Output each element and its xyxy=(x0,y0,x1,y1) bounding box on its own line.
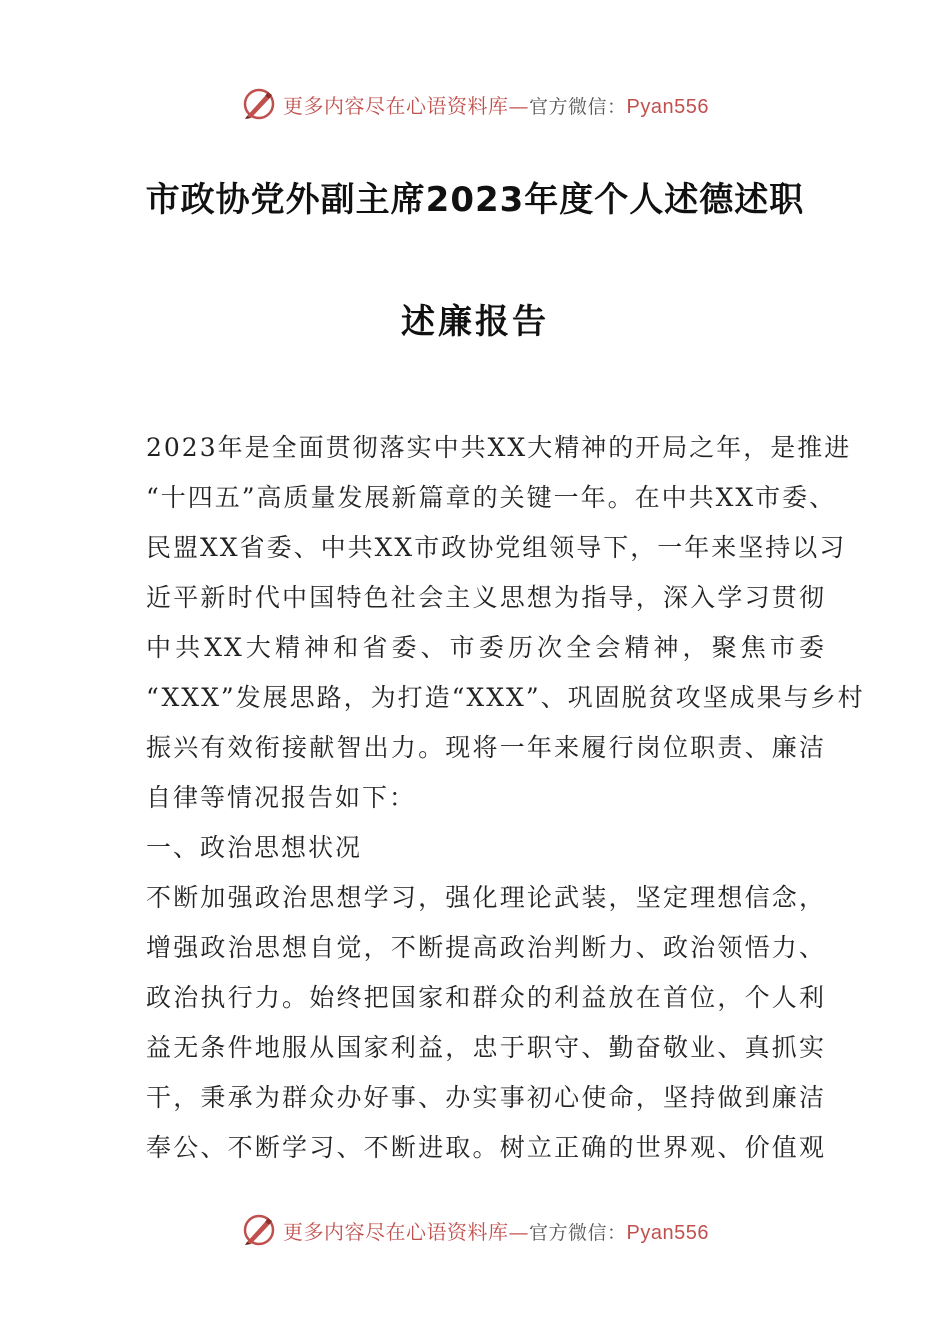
body-line: 民盟XX省委、中共XX市政协党组领导下，一年来坚持以习 xyxy=(146,533,847,562)
body-line: 不断加强政治思想学习，强化理论武装，坚定理想信念， xyxy=(146,883,826,912)
body-line: 益无条件地服从国家利益，忠于职守、勤奋敬业、真抓实 xyxy=(146,1033,826,1062)
body-line: 近平新时代中国特色社会主义思想为指导，深入学习贯彻 xyxy=(146,583,826,612)
body-line: 增强政治思想自觉，不断提高政治判断力、政治领悟力、 xyxy=(146,933,826,962)
watermark-banner-bottom xyxy=(0,1210,950,1250)
body-line: 干，秉承为群众办好事、办实事初心使命，坚持做到廉洁 xyxy=(146,1083,826,1112)
body-line: 政治执行力。始终把国家和群众的利益放在首位，个人利 xyxy=(146,983,826,1012)
document-body xyxy=(146,423,865,1173)
watermark-banner-top xyxy=(0,84,950,124)
body-line: 奉公、不断学习、不断进取。树立正确的世界观、价值观 xyxy=(146,1133,826,1162)
section-heading: 一、政治思想状况 xyxy=(146,833,363,862)
document-title-line-2: 述廉报告 xyxy=(401,302,549,342)
watermark-text: 更多内容尽在心语资料库—官方微信：Pyan556 xyxy=(283,1219,709,1244)
watermark-text: 更多内容尽在心语资料库—官方微信：Pyan556 xyxy=(283,93,709,118)
body-line: 2023年是全面贯彻落实中共XX大精神的开局之年，是推进 xyxy=(146,433,852,462)
document-title-line-1: 市政协党外副主席2023年度个人述德述职 xyxy=(145,180,805,220)
body-line: 自律等情况报告如下： xyxy=(146,783,417,812)
body-line: “XXX”发展思路，为打造“XXX”、巩固脱贫攻坚成果与乡村 xyxy=(146,683,865,712)
body-line: 中共XX大精神和省委、市委历次全会精神，聚焦市委 xyxy=(146,633,826,662)
body-line: 振兴有效衔接献智出力。现将一年来履行岗位职责、廉洁 xyxy=(146,733,826,762)
pen-circle-logo-icon xyxy=(241,1212,277,1248)
body-line: “十四五”高质量发展新篇章的关键一年。在中共XX市委、 xyxy=(146,483,837,512)
pen-circle-logo-icon xyxy=(241,86,277,122)
